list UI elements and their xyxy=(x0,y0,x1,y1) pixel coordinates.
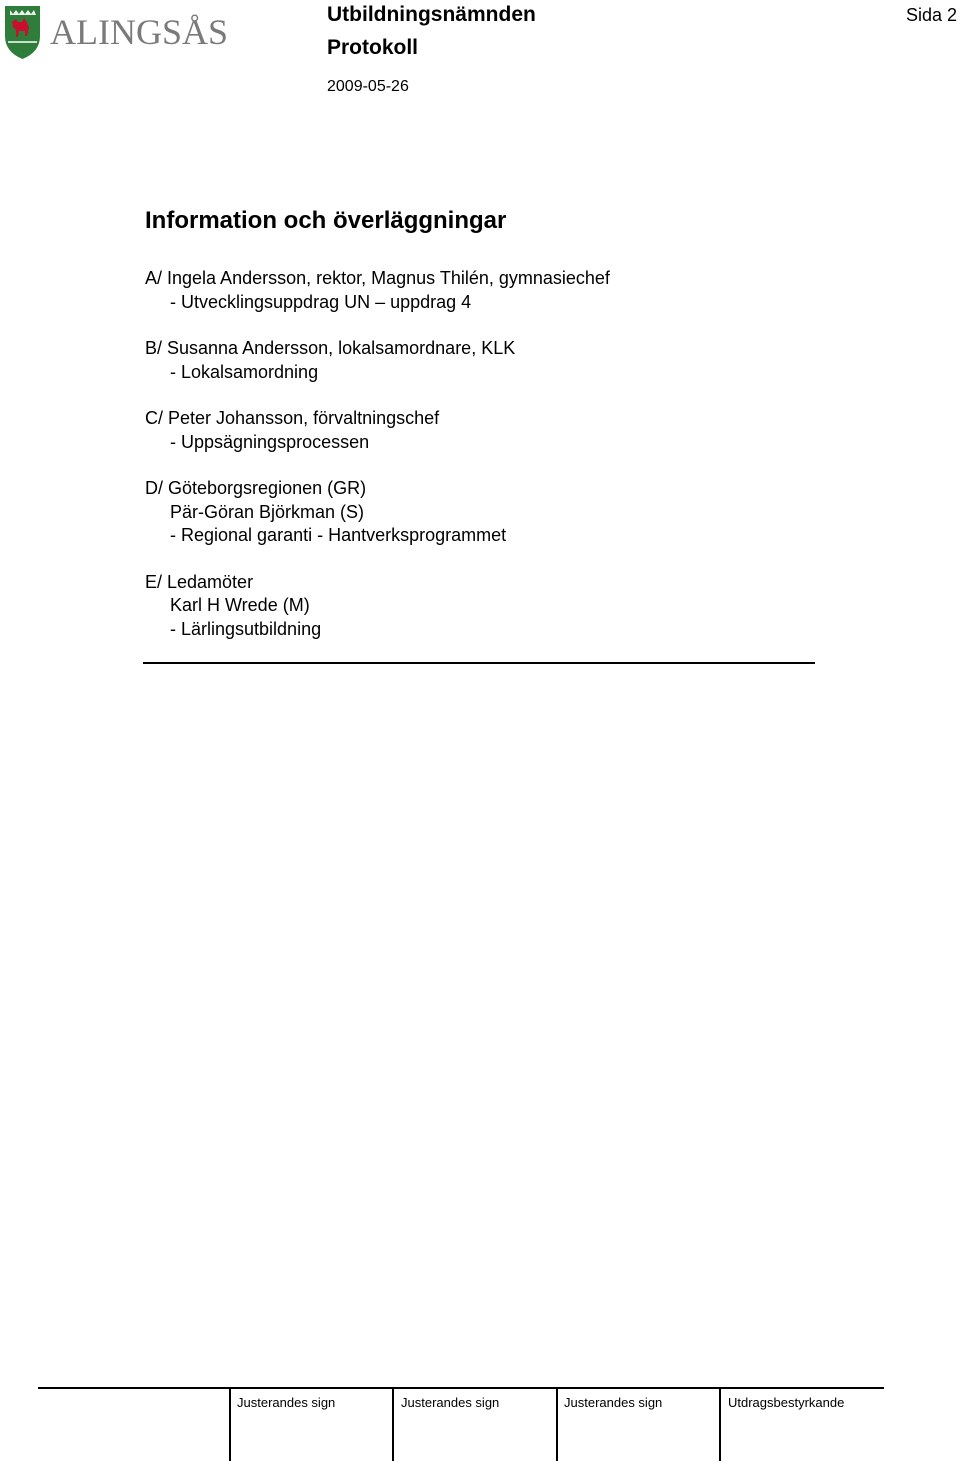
item-d-presenter: Pär-Göran Björkman (S) xyxy=(170,501,365,522)
signature-divider-2 xyxy=(392,1388,394,1461)
signature-divider-1 xyxy=(229,1388,231,1461)
agenda-item-a xyxy=(145,267,845,314)
item-e-presenter: Karl H Wrede (M) xyxy=(170,595,310,615)
agenda-item-c xyxy=(145,407,845,454)
organization-name: Utbildningsnämnden xyxy=(327,3,536,26)
extract-certification-label: Utdragsbestyrkande xyxy=(728,1395,845,1410)
coat-of-arms-icon xyxy=(2,2,258,62)
item-d-topic: - Regional garanti - Hantverksprogrammet xyxy=(170,525,507,545)
agenda-item-d xyxy=(145,477,845,548)
item-d-organization: D/ Göteborgsregionen (GR) xyxy=(145,478,367,498)
signature-divider-4 xyxy=(719,1388,721,1461)
item-c-topic: - Uppsägningsprocessen xyxy=(170,431,370,452)
signature-table-top-border xyxy=(38,1387,884,1389)
agenda-item-e xyxy=(145,571,845,642)
section-divider xyxy=(143,662,815,664)
agenda-item-b xyxy=(145,337,845,384)
item-a-presenters: A/ Ingela Andersson, rektor, Magnus Thilén, gymnasiechef xyxy=(145,268,610,288)
agenda-list xyxy=(145,267,845,664)
section-heading: Information och överläggningar xyxy=(145,207,507,234)
signature-box-3-label: Justerandes sign xyxy=(564,1395,663,1410)
item-e-group: E/ Ledamöter xyxy=(145,571,254,592)
item-e-topic: - Lärlingsutbildning xyxy=(170,618,322,639)
alingsas-logo xyxy=(2,2,258,62)
item-a-topic: - Utvecklingsuppdrag UN – uppdrag 4 xyxy=(170,291,472,312)
svg-text:ALINGSÅS: ALINGSÅS xyxy=(50,12,229,52)
document-type: Protokoll xyxy=(327,36,419,59)
signature-box-1-label: Justerandes sign xyxy=(237,1395,336,1410)
signature-box-2-label: Justerandes sign xyxy=(401,1395,500,1410)
item-b-presenter: B/ Susanna Andersson, lokalsamordnare, KLK xyxy=(145,338,516,358)
page-number: Sida 2 xyxy=(906,5,958,25)
signature-divider-3 xyxy=(556,1388,558,1461)
item-b-topic: - Lokalsamordning xyxy=(170,361,319,382)
item-c-presenter: C/ Peter Johansson, förvaltningschef xyxy=(145,408,440,428)
meeting-date: 2009-05-26 xyxy=(327,78,409,95)
